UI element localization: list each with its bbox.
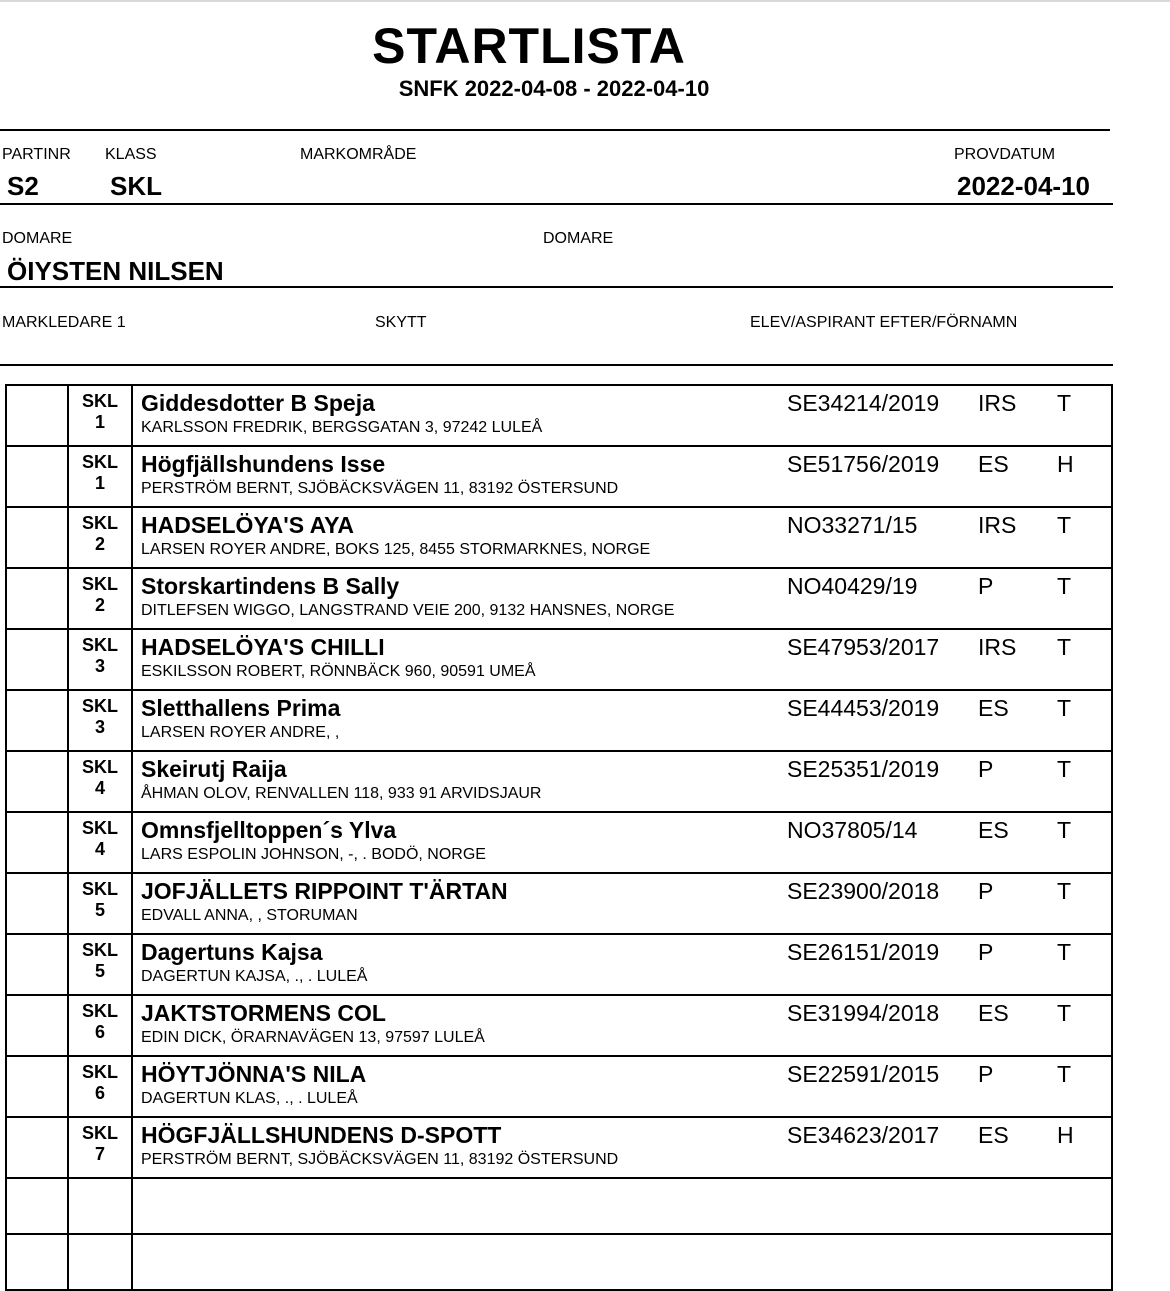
class-cell xyxy=(68,873,132,934)
skytt-label: SKYTT xyxy=(375,314,427,331)
owner-info: DAGERTUN KLAS, ., . LULEÅ xyxy=(141,1090,358,1107)
owner-info: KARLSSON FREDRIK, BERGSGATAN 3, 97242 LULEÅ xyxy=(141,419,543,436)
class-cell xyxy=(68,385,132,446)
table-row xyxy=(6,812,1112,873)
registration-number: SE26151/2019 xyxy=(787,939,940,965)
sex-code: T xyxy=(1057,756,1072,782)
registration-number: SE44453/2019 xyxy=(787,695,940,721)
klass-value: SKL xyxy=(110,171,162,201)
entry-cell xyxy=(132,1234,1112,1290)
sex-code: T xyxy=(1057,390,1072,416)
sex-code: T xyxy=(1057,1061,1072,1087)
sex-code: H xyxy=(1057,1122,1074,1148)
start-cell xyxy=(6,812,68,873)
table-row xyxy=(6,690,1112,751)
registration-number: SE22591/2015 xyxy=(787,1061,940,1087)
start-cell xyxy=(6,446,68,507)
dog-name: Sletthallens Prima xyxy=(141,695,341,721)
class-number: 7 xyxy=(94,1144,105,1164)
sex-code: T xyxy=(1057,695,1072,721)
class-cell xyxy=(68,1056,132,1117)
table-row xyxy=(6,568,1112,629)
domare2-label: DOMARE xyxy=(543,230,614,247)
class-cell xyxy=(68,446,132,507)
breed-code: IRS xyxy=(978,390,1017,416)
table-row xyxy=(6,385,1112,446)
class-code: SKL xyxy=(82,391,118,411)
breed-code: ES xyxy=(978,817,1009,843)
class-code: SKL xyxy=(82,940,118,960)
elev-aspirant-label: ELEV/ASPIRANT EFTER/FÖRNAMN xyxy=(750,314,1018,331)
sex-code: T xyxy=(1057,878,1072,904)
owner-info: DITLEFSEN WIGGO, LANGSTRAND VEIE 200, 9132 HANSNES, NORGE xyxy=(141,602,675,619)
start-cell xyxy=(6,1178,68,1234)
class-code: SKL xyxy=(82,513,118,533)
domare1-value: ÖIYSTEN NILSEN xyxy=(7,256,224,286)
start-cell xyxy=(6,1234,68,1290)
start-cell xyxy=(6,1117,68,1178)
class-number: 4 xyxy=(94,778,105,798)
class-number: 2 xyxy=(94,595,105,615)
table-row xyxy=(6,629,1112,690)
entry-cell xyxy=(132,934,1112,995)
breed-code: P xyxy=(978,573,994,599)
breed-code: IRS xyxy=(978,512,1017,538)
breed-code: ES xyxy=(978,1122,1009,1148)
owner-info: LARS ESPOLIN JOHNSON, -, . BODÖ, NORGE xyxy=(141,846,486,863)
breed-code: ES xyxy=(978,451,1009,477)
provdatum-label: PROVDATUM xyxy=(954,146,1056,163)
registration-number: SE25351/2019 xyxy=(787,756,940,782)
breed-code: P xyxy=(978,1061,994,1087)
table-row xyxy=(6,507,1112,568)
entry-cell xyxy=(132,568,1112,629)
class-cell xyxy=(68,995,132,1056)
registration-number: NO40429/19 xyxy=(787,573,918,599)
table-row xyxy=(6,1056,1112,1117)
table-row xyxy=(6,995,1112,1056)
table-row xyxy=(6,1117,1112,1178)
partinr-label: PARTINR xyxy=(2,146,71,163)
class-code: SKL xyxy=(82,452,118,472)
dog-name: JOFJÄLLETS RIPPOINT T'ÄRTAN xyxy=(141,878,508,904)
class-code: SKL xyxy=(82,818,118,838)
owner-info: PERSTRÖM BERNT, SJÖBÄCKSVÄGEN 11, 83192 ÖSTERSUND xyxy=(141,480,619,497)
entry-cell xyxy=(132,995,1112,1056)
registration-number: SE34214/2019 xyxy=(787,390,940,416)
entry-cell xyxy=(132,385,1112,446)
sex-code: T xyxy=(1057,939,1072,965)
class-cell xyxy=(68,568,132,629)
empty-row xyxy=(6,1178,1112,1234)
dog-name: HÖYTJÖNNA'S NILA xyxy=(141,1061,367,1087)
entry-cell xyxy=(132,1178,1112,1234)
dog-name: HÖGFJÄLLSHUNDENS D-SPOTT xyxy=(141,1122,502,1148)
dog-name: Skeirutj Raija xyxy=(141,756,287,782)
start-cell xyxy=(6,934,68,995)
registration-number: NO37805/14 xyxy=(787,817,918,843)
divider xyxy=(0,203,1113,205)
registration-number: SE47953/2017 xyxy=(787,634,940,660)
dog-name: HADSELÖYA'S CHILLI xyxy=(141,634,385,660)
entry-cell xyxy=(132,1117,1112,1178)
owner-info: EDIN DICK, ÖRARNAVÄGEN 13, 97597 LULEÅ xyxy=(141,1029,485,1046)
class-cell xyxy=(68,1178,132,1234)
sex-code: T xyxy=(1057,817,1072,843)
markledare-label: MARKLEDARE 1 xyxy=(2,314,126,331)
class-cell xyxy=(68,812,132,873)
class-code: SKL xyxy=(82,574,118,594)
start-cell xyxy=(6,1056,68,1117)
breed-code: P xyxy=(978,756,994,782)
start-cell xyxy=(6,873,68,934)
owner-info: ESKILSSON ROBERT, RÖNNBÄCK 960, 90591 UMEÅ xyxy=(141,663,536,680)
sex-code: T xyxy=(1057,634,1072,660)
entry-cell xyxy=(132,751,1112,812)
entry-cell xyxy=(132,873,1112,934)
partinr-value: S2 xyxy=(7,171,39,201)
class-code: SKL xyxy=(82,757,118,777)
owner-info: DAGERTUN KAJSA, ., . LULEÅ xyxy=(141,968,368,985)
class-number: 4 xyxy=(94,839,105,859)
class-number: 6 xyxy=(94,1022,105,1042)
owner-info: LARSEN ROYER ANDRE, , xyxy=(141,724,340,741)
class-code: SKL xyxy=(82,1062,118,1082)
table-row xyxy=(6,751,1112,812)
divider xyxy=(0,129,1110,131)
registration-number: SE23900/2018 xyxy=(787,878,940,904)
class-number: 2 xyxy=(94,534,105,554)
class-cell xyxy=(68,1234,132,1290)
class-code: SKL xyxy=(82,1123,118,1143)
entry-cell xyxy=(132,690,1112,751)
start-cell xyxy=(6,629,68,690)
start-cell xyxy=(6,751,68,812)
owner-info: PERSTRÖM BERNT, SJÖBÄCKSVÄGEN 11, 83192 ÖSTERSUND xyxy=(141,1151,619,1168)
class-number: 3 xyxy=(94,717,105,737)
sex-code: T xyxy=(1057,573,1072,599)
start-cell xyxy=(6,690,68,751)
dog-name: Giddesdotter B Speja xyxy=(141,390,375,416)
divider xyxy=(0,286,1113,288)
page-top-border xyxy=(0,0,1170,2)
sex-code: T xyxy=(1057,512,1072,538)
klass-label: KLASS xyxy=(105,146,157,163)
class-cell xyxy=(68,629,132,690)
class-cell xyxy=(68,1117,132,1178)
entry-cell xyxy=(132,1056,1112,1117)
breed-code: P xyxy=(978,939,994,965)
class-cell xyxy=(68,751,132,812)
dog-name: Dagertuns Kajsa xyxy=(141,939,323,965)
start-cell xyxy=(6,385,68,446)
class-cell xyxy=(68,690,132,751)
breed-code: P xyxy=(978,878,994,904)
owner-info: EDVALL ANNA, , STORUMAN xyxy=(141,907,358,924)
class-code: SKL xyxy=(82,696,118,716)
sex-code: H xyxy=(1057,451,1074,477)
domare1-label: DOMARE xyxy=(2,230,73,247)
class-number: 3 xyxy=(94,656,105,676)
registration-number: SE34623/2017 xyxy=(787,1122,940,1148)
divider xyxy=(0,364,1113,366)
entry-cell xyxy=(132,629,1112,690)
registration-number: SE51756/2019 xyxy=(787,451,940,477)
class-number: 1 xyxy=(94,412,105,432)
empty-row xyxy=(6,1234,1112,1290)
dog-name: Högfjällshundens Isse xyxy=(141,451,386,477)
class-number: 5 xyxy=(94,900,105,920)
class-code: SKL xyxy=(82,635,118,655)
class-number: 6 xyxy=(94,1083,105,1103)
table-row xyxy=(6,446,1112,507)
class-cell xyxy=(68,934,132,995)
owner-info: LARSEN ROYER ANDRE, BOKS 125, 8455 STORMARKNES, NORGE xyxy=(141,541,651,558)
registration-number: SE31994/2018 xyxy=(787,1000,940,1026)
table-row xyxy=(6,934,1112,995)
start-cell xyxy=(6,507,68,568)
dog-name: JAKTSTORMENS COL xyxy=(141,1000,386,1026)
breed-code: ES xyxy=(978,1000,1009,1026)
markomrade-label: MARKOMRÅDE xyxy=(300,146,417,163)
start-cell xyxy=(6,995,68,1056)
start-cell xyxy=(6,568,68,629)
breed-code: ES xyxy=(978,695,1009,721)
class-number: 5 xyxy=(94,961,105,981)
event-subtitle: SNFK 2022-04-08 - 2022-04-10 xyxy=(398,76,710,101)
table-row xyxy=(6,873,1112,934)
entry-cell xyxy=(132,812,1112,873)
start-list-body xyxy=(6,385,1112,1178)
class-number: 1 xyxy=(94,473,105,493)
owner-info: ÅHMAN OLOV, RENVALLEN 118, 933 91 ARVIDSJAUR xyxy=(141,785,542,802)
sex-code: T xyxy=(1057,1000,1072,1026)
breed-code: IRS xyxy=(978,634,1017,660)
dog-name: HADSELÖYA'S AYA xyxy=(141,512,354,538)
class-cell xyxy=(68,507,132,568)
dog-name: Storskartindens B Sally xyxy=(141,573,400,599)
entry-cell xyxy=(132,446,1112,507)
entry-cell xyxy=(132,507,1112,568)
class-code: SKL xyxy=(82,1001,118,1021)
dog-name: Omnsfjelltoppen´s Ylva xyxy=(141,817,397,843)
page-title: STARTLISTA xyxy=(372,18,686,74)
class-code: SKL xyxy=(82,879,118,899)
start-list-table xyxy=(5,384,1113,1291)
provdatum-value: 2022-04-10 xyxy=(957,171,1090,201)
registration-number: NO33271/15 xyxy=(787,512,918,538)
